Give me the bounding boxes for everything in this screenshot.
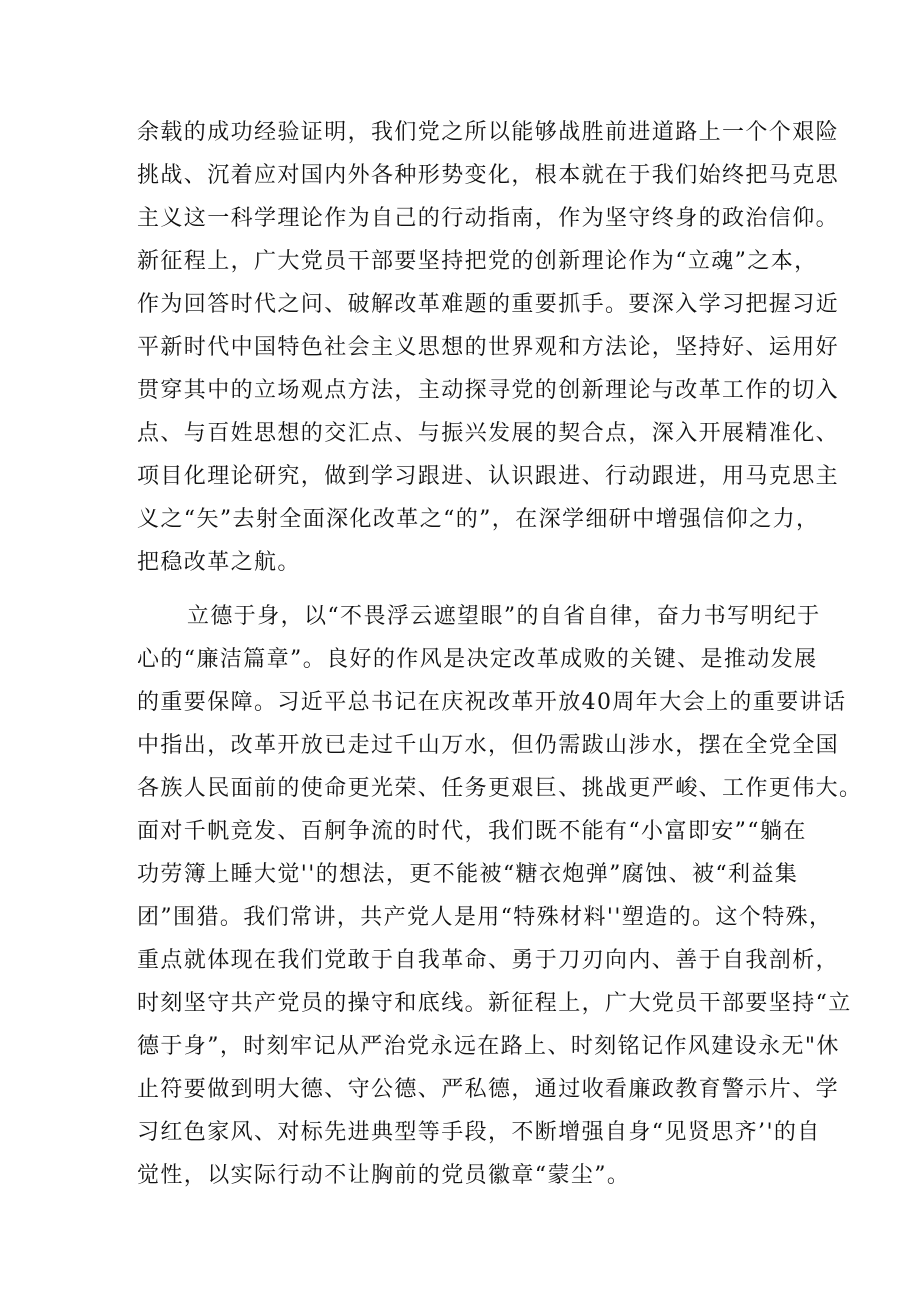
text-line: 项目化理论研究，做到学习跟进、认识跟进、行动跟进，用马克思主 bbox=[137, 464, 840, 489]
text-line: 心的“廉洁篇章”。良好的作风是决定改革成败的关键、是推动发展 bbox=[137, 647, 818, 672]
text-line: 止符要做到明大德、守公德、严私德，通过收看廉政教育警示片、学 bbox=[137, 1077, 840, 1102]
text-line: 贯穿其中的立场观点方法，主动探寻党的创新理论与改革工作的切入 bbox=[137, 378, 840, 403]
text-line: 把稳改革之航。 bbox=[137, 550, 301, 575]
text-line: 平新时代中国特色社会主义思想的世界观和方法论，坚持好、运用好 bbox=[137, 335, 840, 360]
text-line: 觉性，以实际行动不让胸前的党员徽章“蒙尘”。 bbox=[137, 1163, 631, 1188]
text-line: 重点就体现在我们党敢于自我革命、勇于刀刃向内、善于自我剖析， bbox=[137, 948, 840, 973]
text-line: 的重要保障。习近平总书记在庆祝改革开放40周年大会上的重要讲话 bbox=[137, 690, 847, 715]
text-line: 功劳簿上睡大觉''的想法，更不能被“糖衣炮弹”腐蚀、被“利益集 bbox=[137, 862, 799, 887]
text-line: 各族人民面前的使命更光荣、任务更艰巨、挑战更严峻、工作更伟大。 bbox=[137, 776, 863, 801]
text-line: 时刻坚守共产党员的操守和底线。新征程上，广大党员干部要坚持“立 bbox=[137, 991, 852, 1016]
text-line: 团”围猎。我们常讲，共产党人是用“特殊材料''塑造的。这个特殊， bbox=[137, 905, 833, 930]
text-line: 立德于身，以“不畏浮云遮望眼”的自省自律，奋力书写明纪于 bbox=[187, 604, 821, 629]
text-line: 作为回答时代之问、破解改革难题的重要抓手。要深入学习把握习近 bbox=[137, 292, 840, 317]
text-line: 点、与百姓思想的交汇点、与振兴发展的契合点，深入开展精准化、 bbox=[137, 421, 840, 446]
text-line: 习红色家风、对标先进典型等手段，不断增强自身“见贤思齐’'的自 bbox=[137, 1120, 821, 1145]
text-line: 义之“矢”去射全面深化改革之“的”，在深学细研中增强信仰之力， bbox=[137, 507, 820, 532]
text-line: 主义这一科学理论作为自己的行动指南，作为坚守终身的政治信仰。 bbox=[137, 206, 840, 231]
text-line: 新征程上，广大党员干部要坚持把党的创新理论作为“立魂”之本， bbox=[137, 249, 818, 274]
text-line: 余载的成功经验证明，我们党之所以能够战胜前进道路上一个个艰险 bbox=[137, 120, 840, 145]
text-line: 中指出，改革开放已走过千山万水，但仍需跋山涉水，摆在全党全国 bbox=[137, 733, 840, 758]
text-line: 德于身”，时刻牢记从严治党永远在路上、时刻铭记作风建设永无"休 bbox=[137, 1034, 840, 1059]
text-line: 挑战、沉着应对国内外各种形势变化，根本就在于我们始终把马克思 bbox=[137, 163, 840, 188]
text-line: 面对千帆竞发、百舸争流的时代，我们既不能有“小富即安”“躺在 bbox=[137, 819, 807, 844]
